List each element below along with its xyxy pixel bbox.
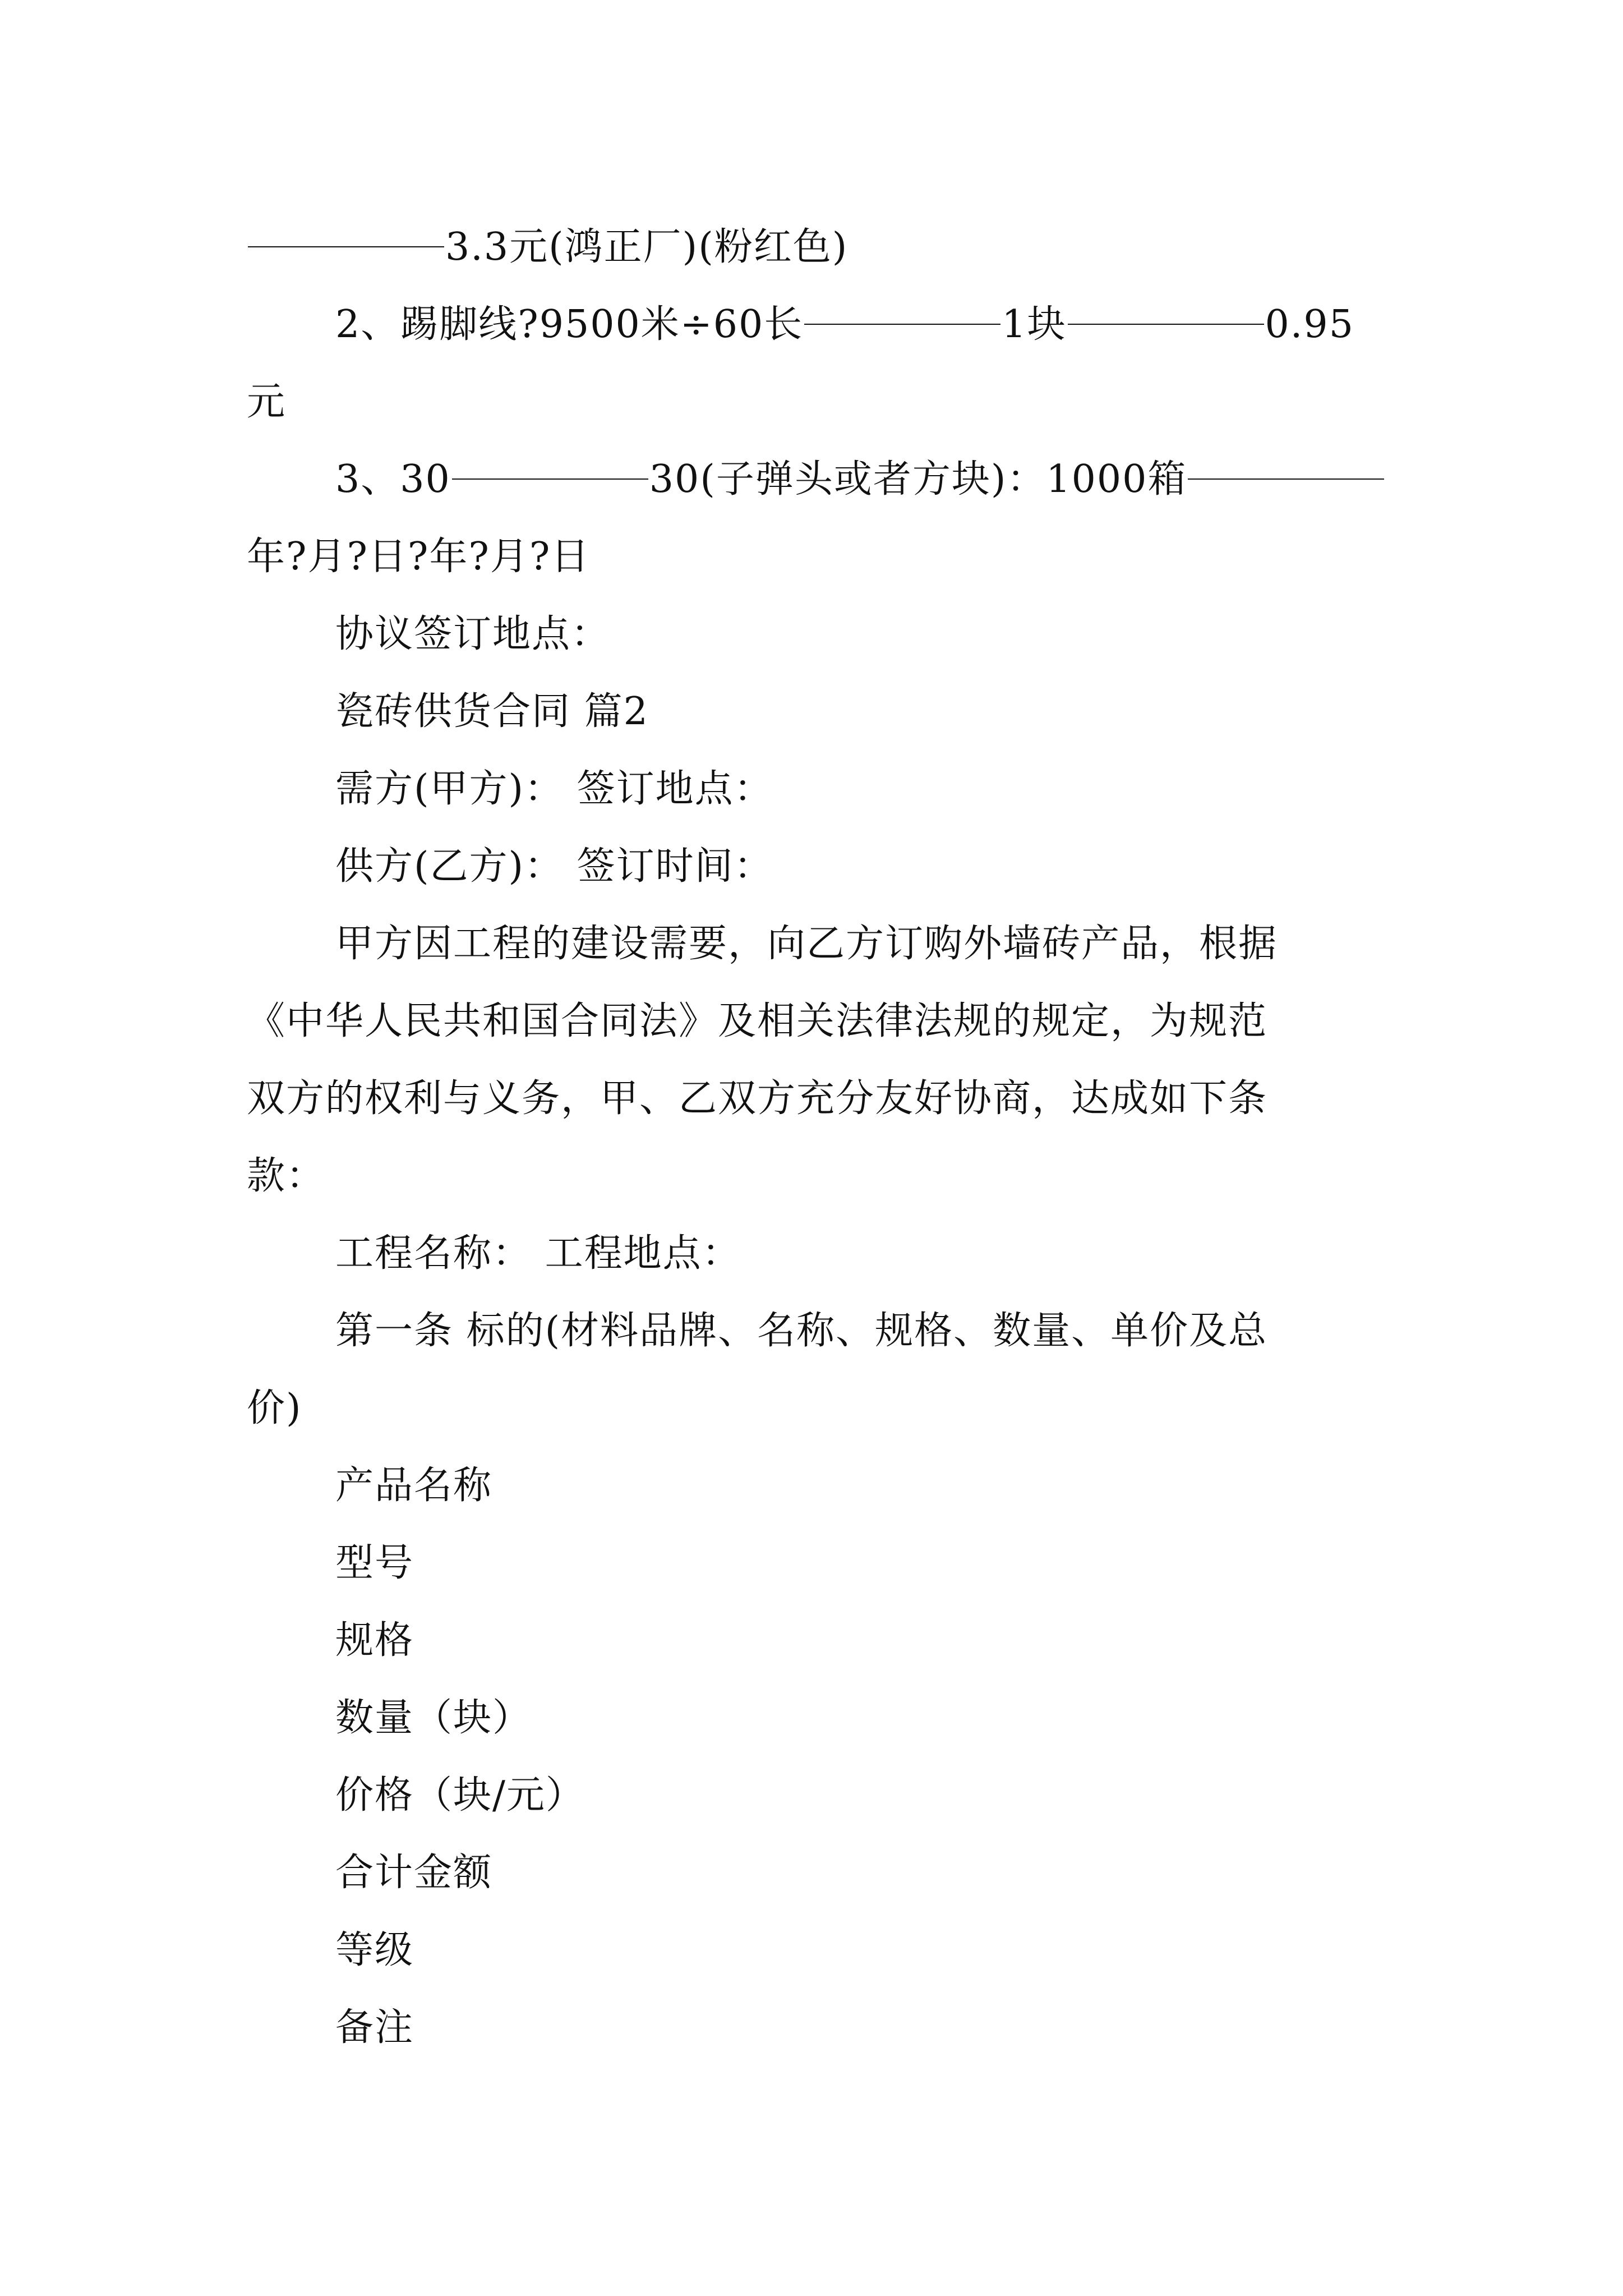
fill-blank [452,477,648,480]
project-line: 工程名称： 工程地点： [335,1231,741,1276]
list-item: 合计金额 [335,1851,493,1895]
agreement-place: 协议签订地点： [335,612,611,656]
fill-blank [1068,323,1264,325]
article-1-line-2: 价) [247,1386,302,1430]
intro-paragraph-line-4: 款： [247,1154,326,1198]
intro-paragraph-line-3: 双方的权利与义务，甲、乙双方充分友好协商，达成如下条 [247,1076,1268,1121]
item-2-unit: 元 [247,380,287,424]
fill-blank [248,245,444,247]
list-item: 等级 [335,1928,414,1972]
document-body [247,209,1391,2067]
item-3-line: 3、30 30(子弹头或者方块)：1000箱 [247,441,1391,518]
list-item: 数量（块） [335,1696,532,1740]
buyer-line: 需方(甲方)： 签订地点： [335,767,773,811]
list-item: 备注 [335,2005,414,2050]
intro-paragraph-line-1: 甲方因工程的建设需要，向乙方订购外墙砖产品，根据 [335,922,1278,966]
date-line: 年?月?日?年?月?日 [247,535,591,579]
section-title: 瓷砖供货合同 篇2 [335,689,649,734]
supplier-line: 供方(乙方)： 签订时间： [335,844,773,889]
price-line-tail: 3.3元(鸿正厂)(粉红色) [247,209,1391,286]
item-2-line: 2、踢脚线?9500米÷60长 1块 0.95 [335,302,1354,347]
article-1-line-1: 第一条 标的(材料品牌、名称、规格、数量、单价及总 [335,1309,1268,1353]
list-item: 产品名称 [335,1464,493,1508]
fill-blank [804,323,1000,325]
intro-paragraph-line-2: 《中华人民共和国合同法》及相关法律法规的规定，为规范 [247,999,1268,1043]
list-item: 型号 [335,1541,414,1585]
list-item: 价格（块/元） [335,1773,585,1818]
list-item: 规格 [335,1618,414,1663]
fill-blank [1188,477,1384,480]
